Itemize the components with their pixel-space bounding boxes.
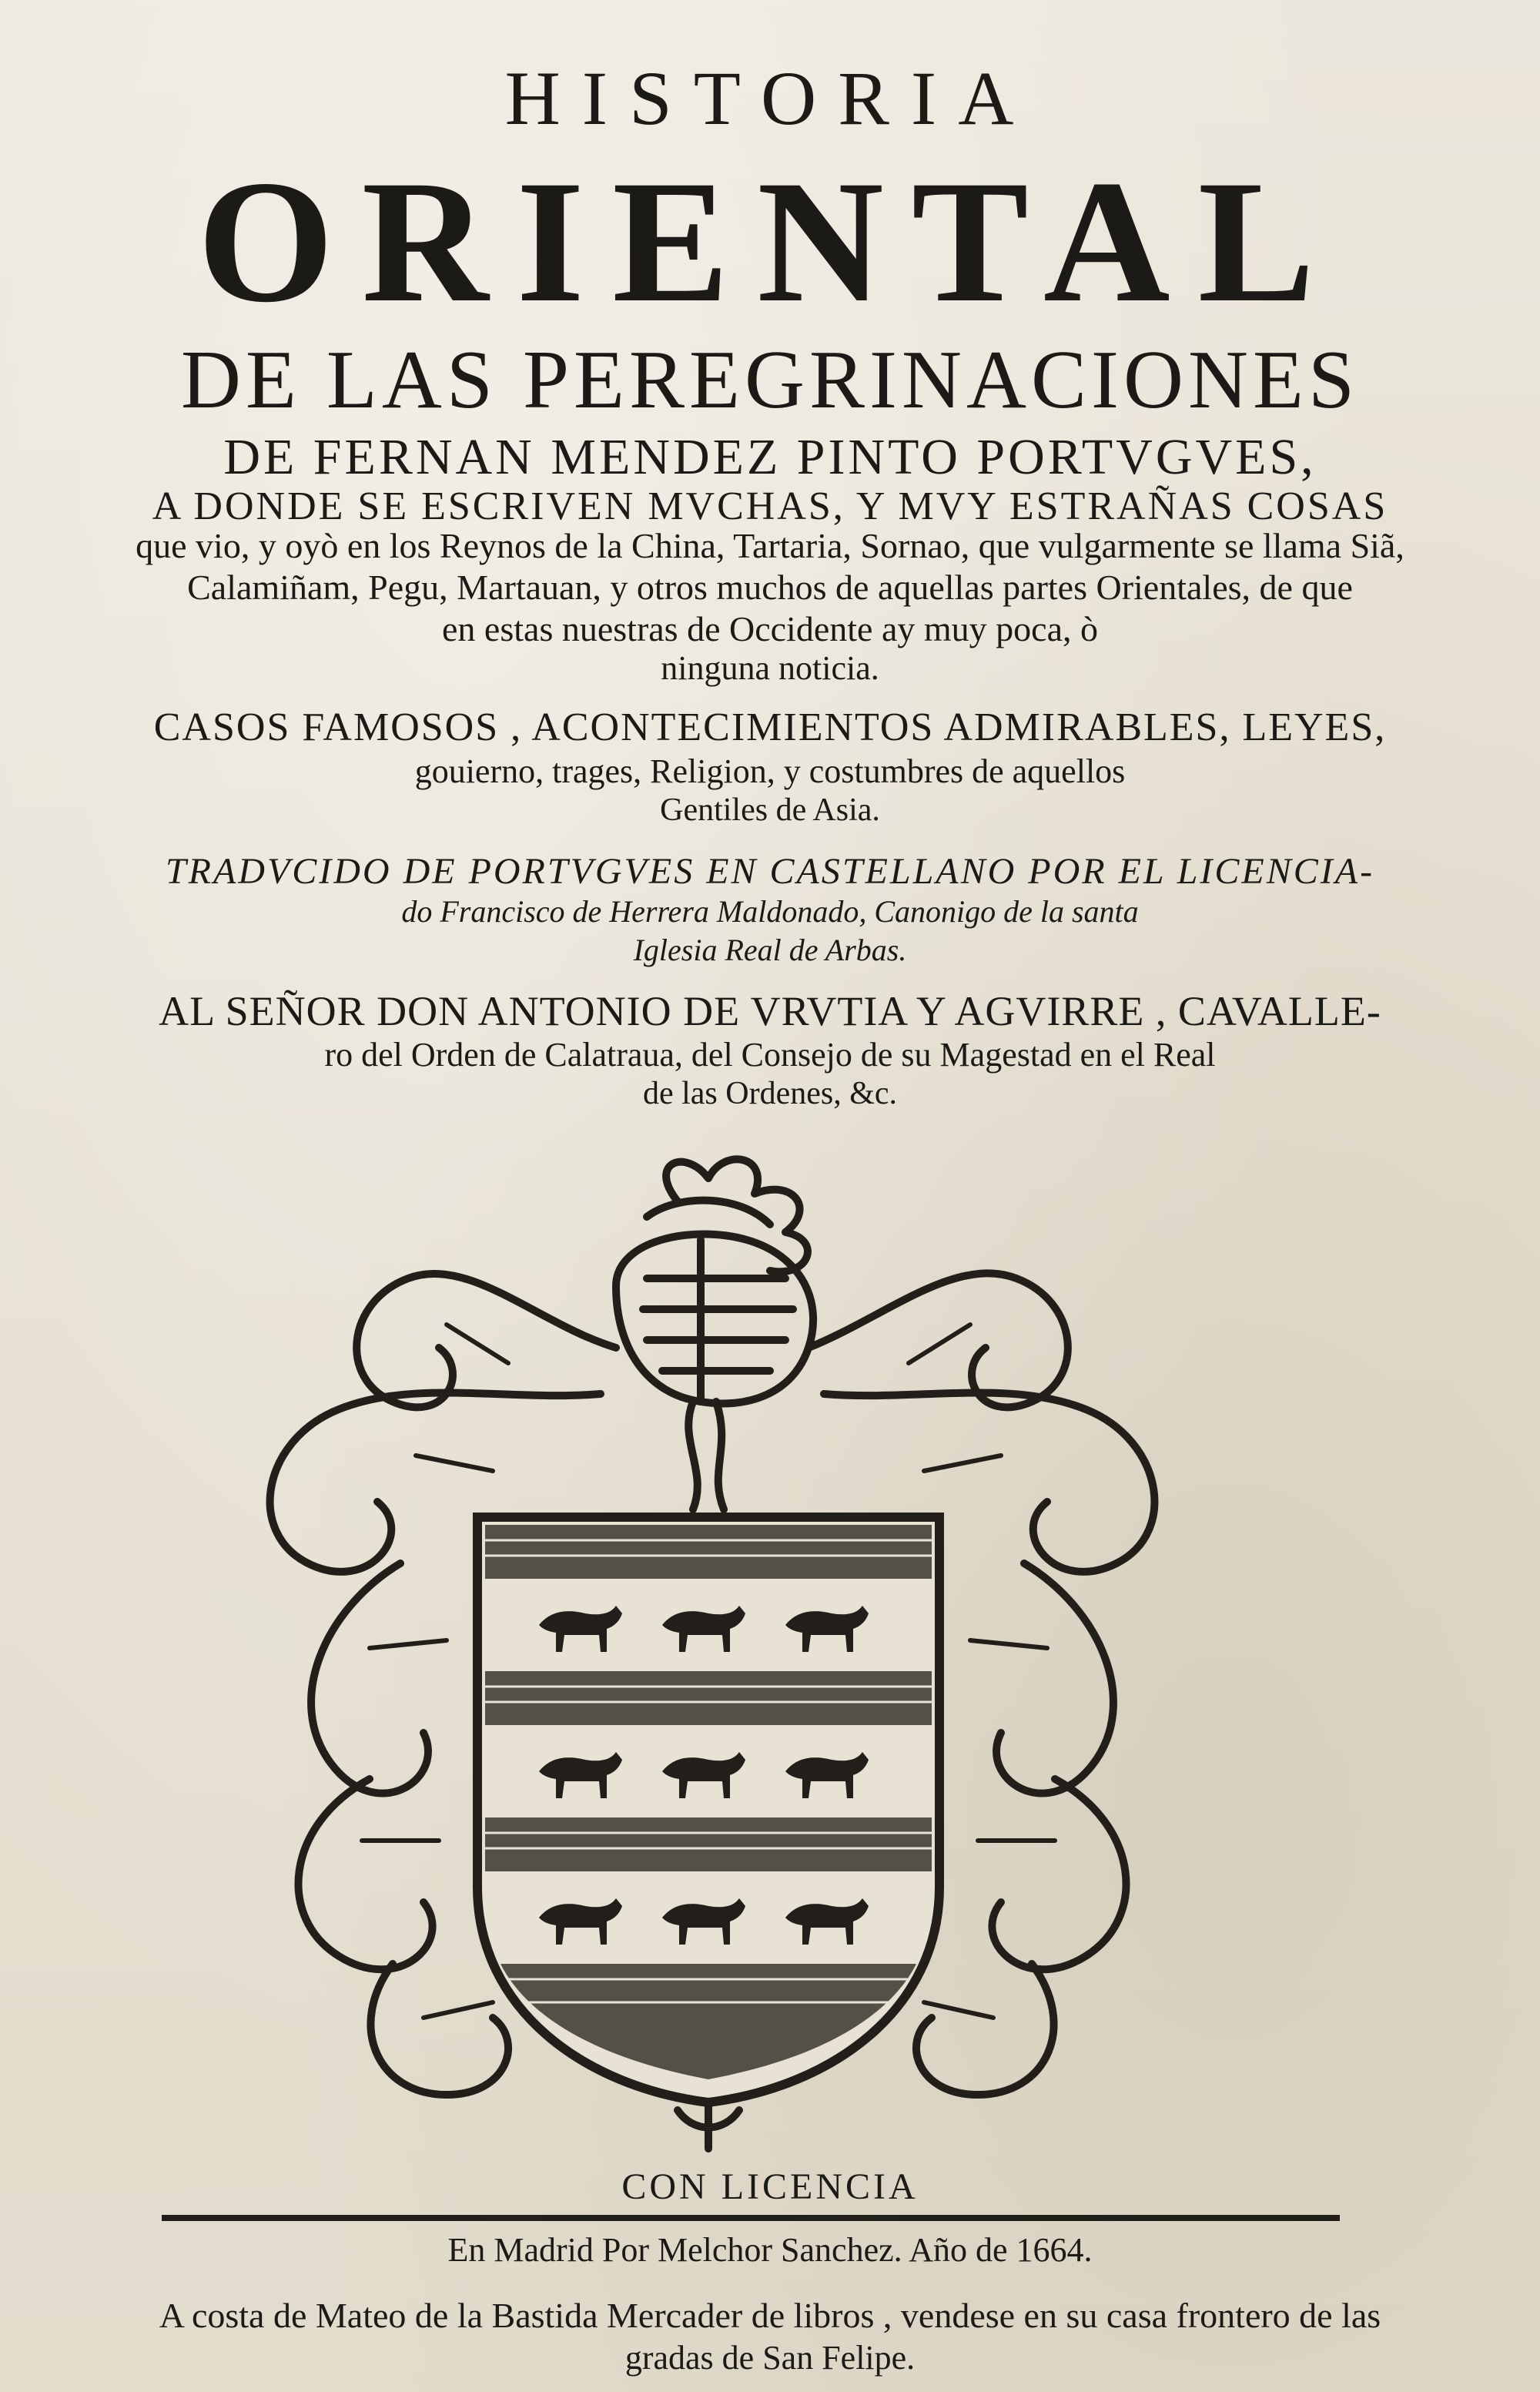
- translator-line-1: TRADVCIDO DE PORTVGVES EN CASTELLANO POR EL LICENCIA-: [165, 851, 1375, 892]
- subject-line-1: CASOS FAMOSOS , ACONTECIMIENTOS ADMIRABLES, LEYES,: [153, 705, 1387, 749]
- bookseller-line-1: A costa de Mateo de la Bastida Mercader de libros , vendese en su casa frontero de las: [159, 2296, 1381, 2335]
- subject-line-2: gouierno, trages, Religion, y costumbres de aquellos: [414, 752, 1126, 790]
- bookseller-line-2: gradas de San Felipe.: [624, 2339, 916, 2377]
- subject-line-3: Gentiles de Asia.: [660, 792, 880, 828]
- description-line-5: ninguna noticia.: [661, 649, 879, 687]
- dedication-line-3: de las Ordenes, &c.: [642, 1076, 898, 1111]
- description-line-1: A DONDE SE ESCRIVEN MVCHAS, Y MVY ESTRAÑAS COSAS: [152, 484, 1388, 528]
- dedication-line-1: AL SEÑOR DON ANTONIO DE VRVTIA Y AGVIRRE , CAVALLE-: [159, 988, 1381, 1034]
- title-oriental: ORIENTAL: [197, 145, 1343, 339]
- helmet-outline: [616, 1235, 813, 1404]
- shield: [477, 1517, 939, 2102]
- shield-band-1: [485, 1525, 932, 1579]
- license-line: CON LICENCIA: [621, 2166, 919, 2207]
- author-line: DE FERNAN MENDEZ PINTO PORTVGVES,: [223, 429, 1317, 485]
- description-line-2: que vio, y oyò en los Reynos de la China, Tartaria, Sornao, que vulgarmente se llama Siã,: [136, 526, 1404, 565]
- imprint-line: En Madrid Por Melchor Sanchez. Año de 1664.: [447, 2231, 1093, 2269]
- dedication-line-2: ro del Orden de Calatraua, del Consejo de su Magestad en el Real: [324, 1036, 1216, 1074]
- plume-outline: [666, 1159, 808, 1271]
- shield-band-2: [485, 1671, 932, 1725]
- mantling-left-top: [357, 1274, 616, 1407]
- shield-band-4: [500, 1964, 916, 2079]
- title-historia: HISTORIA: [504, 55, 1036, 141]
- horizontal-rule: [162, 2215, 1340, 2221]
- translator-line-3: Iglesia Real de Arbas.: [633, 933, 907, 967]
- title-peregrinaciones: DE LAS PEREGRINACIONES: [180, 334, 1360, 426]
- mantling-right-top: [808, 1273, 1068, 1407]
- coat-of-arms-woodcut: [216, 1147, 1194, 2164]
- translator-line-2: do Francisco de Herrera Maldonado, Canonigo de la santa: [401, 894, 1139, 929]
- description-line-3: Calamiñam, Pegu, Martauan, y otros muchos de aquellas partes Orientales, de que: [187, 568, 1353, 607]
- shield-band-3: [485, 1817, 932, 1871]
- description-line-4: en estas nuestras de Occidente ay muy poca, ò: [442, 609, 1098, 648]
